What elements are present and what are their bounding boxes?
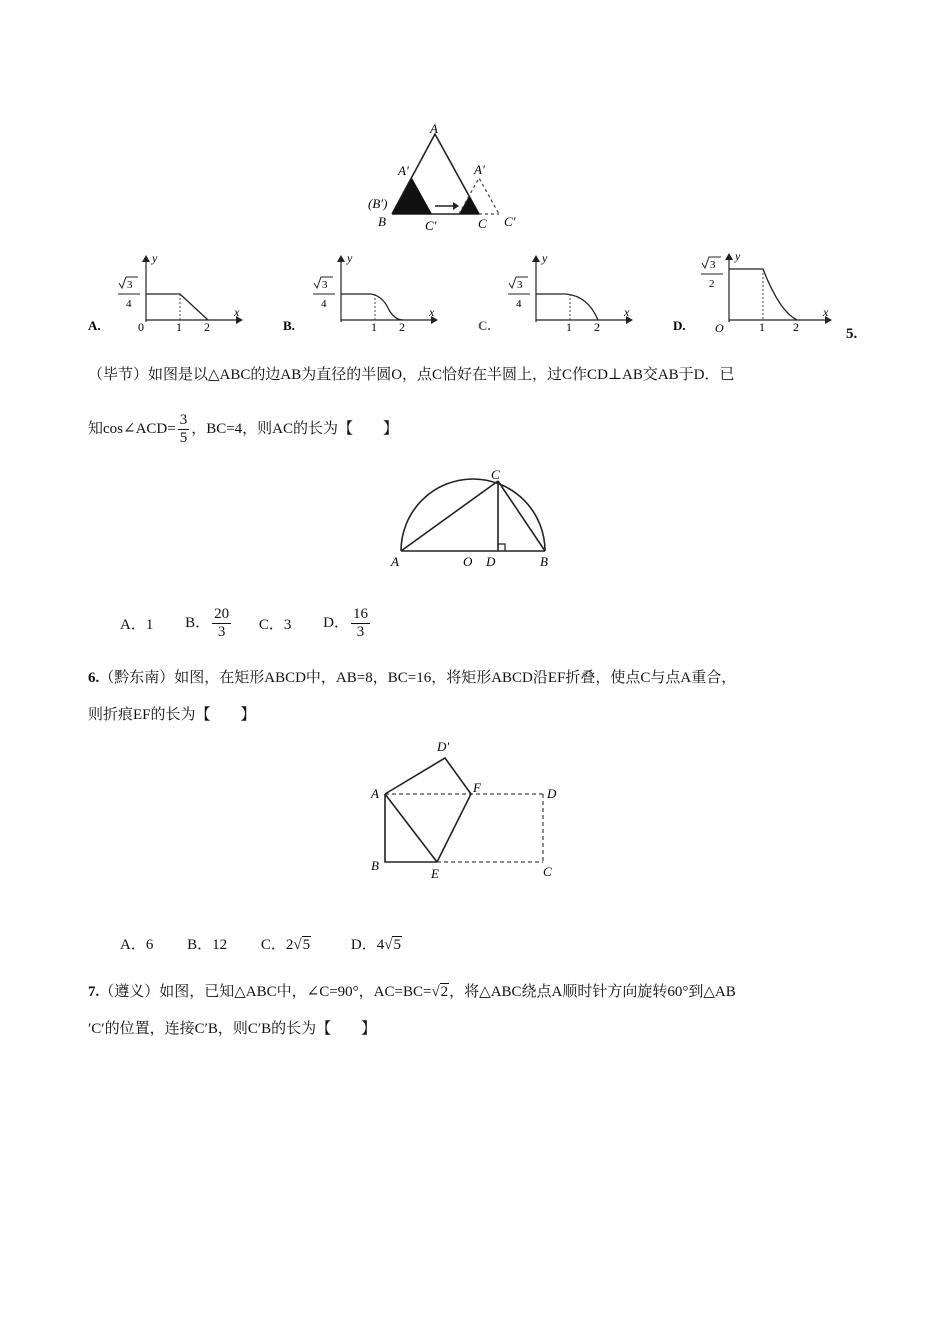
label-B: B [371, 858, 379, 873]
y-axis-label: y [735, 250, 741, 263]
q6-text: （黔东南）如图，在矩形ABCD中，AB=8，BC=16，将矩形ABCD沿EF折叠，使点C与点A重合， [99, 670, 737, 686]
y-axis-label: y [542, 251, 548, 265]
fraction-denominator: 4 [321, 298, 327, 310]
option-letter: D． [323, 615, 349, 632]
q5-option-b[interactable] [185, 606, 233, 642]
origin-label: O [715, 321, 724, 335]
option-label: D. [673, 318, 686, 333]
fraction [178, 412, 190, 448]
question-number-7: 7. [88, 984, 100, 1000]
graph-option-d[interactable] [673, 250, 838, 335]
sqrt-radicand: 3 [517, 279, 523, 291]
fraction-numerator: 3 [178, 412, 190, 430]
origin-label: 0 [138, 320, 144, 334]
label-F: F [473, 780, 481, 795]
x-tick-label: 1 [371, 320, 377, 334]
label-D-prime: D′ [437, 739, 450, 754]
q5-option-a[interactable]: A．1 [120, 617, 154, 634]
y-axis-label: y [152, 251, 158, 265]
graph-option-b[interactable] [283, 250, 443, 335]
label-A-prime-left: A′ [398, 163, 409, 178]
option-letter: C． [260, 937, 286, 953]
label-D: D [547, 786, 557, 801]
q7-text-line1 [88, 980, 736, 1001]
radical-expression: 2√5 [285, 937, 311, 953]
semicircle-figure [383, 465, 563, 575]
label-A-prime-right: A′ [474, 162, 485, 177]
label-D: D [486, 554, 496, 569]
q6-option-b[interactable]: B．12 [187, 937, 228, 953]
triangle-translation-figure [355, 120, 535, 235]
question-number-5: 5. [846, 326, 858, 342]
radicand: 5 [302, 937, 311, 953]
label-C-prime-bottom: C′ [425, 218, 437, 233]
label-C: C [491, 467, 500, 482]
x-axis-label: x [823, 305, 829, 319]
option-label: C. [478, 318, 491, 333]
x-tick-label: 2 [399, 320, 405, 334]
label-C: C [478, 216, 487, 231]
x-axis-label: x [429, 305, 435, 319]
q5-text-line1: （毕节）如图是以△ABC的边AB为直径的半圆O，点C恰好在半圆上，过C作CD⊥AB交AB于D．已 [88, 367, 735, 383]
x-tick-label: 1 [176, 320, 182, 334]
label-A: A [391, 554, 399, 569]
fraction [212, 606, 231, 642]
option-letter: D． [350, 937, 377, 953]
q6-option-a[interactable]: A．6 [120, 937, 154, 953]
y-axis-label: y [347, 251, 353, 265]
label-A: A [430, 121, 438, 136]
fraction [351, 606, 370, 642]
fraction-denominator: 3 [217, 624, 226, 641]
label-B-prime: (B′) [368, 196, 388, 211]
sqrt-radicand: 3 [127, 279, 133, 291]
q7-text-suffix: ，将△ABC绕点A顺时针方向旋转60°到△AB [449, 984, 736, 1000]
radical-expression: √2 [431, 984, 449, 1000]
label-B: B [540, 554, 548, 569]
option-label: B. [283, 318, 295, 333]
x-axis-label: x [234, 305, 240, 319]
x-tick-label: 2 [204, 320, 210, 334]
coefficient: 4 [376, 937, 385, 953]
x-tick-label: 2 [793, 320, 799, 334]
x-tick-label: 1 [759, 320, 765, 334]
q5-options [120, 606, 372, 642]
q6-text-line2: 则折痕EF的长为【 】 [88, 707, 256, 723]
coefficient: 2 [285, 937, 294, 953]
fraction-denominator: 2 [709, 278, 715, 290]
option-letter: B． [185, 615, 211, 632]
q7-text-prefix: （遵义）如图，已知△ABC中，∠C=90°，AC=BC= [99, 984, 432, 1000]
label-A: A [371, 786, 379, 801]
sqrt-radicand: 3 [710, 259, 716, 271]
fraction-denominator: 4 [516, 298, 522, 310]
fraction-numerator: 20 [212, 606, 231, 624]
q5-option-c[interactable]: C．3 [258, 617, 292, 634]
q7-text-line2: ′C′的位置，连接C′B，则C′B的长为【 】 [88, 1021, 377, 1037]
label-O: O [463, 554, 473, 569]
question-number-6: 6. [88, 670, 100, 686]
q6-options [120, 933, 402, 954]
q5-text-suffix: ，BC=4，则AC的长为【 】 [191, 421, 399, 438]
q5-text-prefix: 知cos∠ACD= [88, 421, 176, 438]
radicand: 2 [440, 984, 449, 1000]
label-C: C [543, 864, 552, 879]
fraction-denominator: 4 [126, 298, 132, 310]
label-B: B [378, 214, 386, 229]
x-axis-label: x [624, 305, 630, 319]
label-C-prime-right: C′ [504, 214, 516, 229]
radical-expression: 4√5 [376, 937, 401, 953]
q5-option-d[interactable] [323, 606, 372, 642]
graph-option-a[interactable] [88, 250, 248, 335]
fraction-numerator: 16 [351, 606, 370, 624]
radicand: 5 [393, 937, 401, 953]
graph-option-c[interactable] [478, 250, 638, 335]
option-label: A. [88, 318, 101, 333]
rectangle-fold-figure [365, 736, 575, 881]
sqrt-radicand: 3 [322, 279, 328, 291]
q6-option-c[interactable] [261, 933, 311, 954]
fraction-denominator: 5 [179, 430, 188, 447]
x-tick-label: 1 [566, 320, 572, 334]
q6-option-d[interactable] [351, 933, 402, 954]
q5-text-line2 [88, 412, 398, 448]
label-E: E [431, 866, 439, 881]
x-tick-label: 2 [594, 320, 600, 334]
q6-text-line1 [88, 666, 736, 687]
fraction-denominator: 3 [356, 624, 365, 641]
